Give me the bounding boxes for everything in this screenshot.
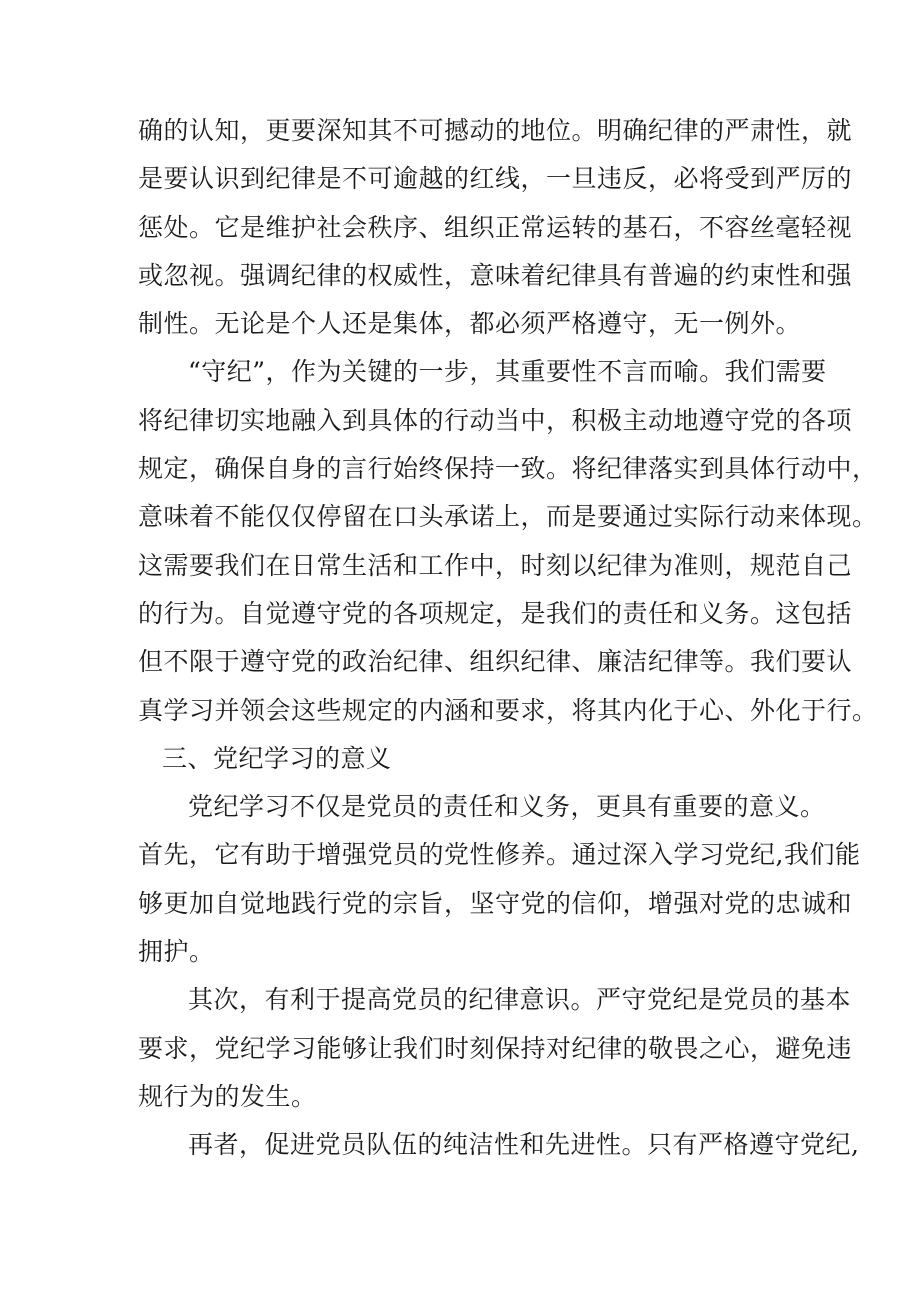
paragraph [138,783,826,831]
text-line: 但不限于遵守党的政治纪律、组织纪律、廉洁纪律等。我们要认 [138,647,853,677]
text-line: 规定，确保自身的言行始终保持一致。将纪律落实到具体行动中， [138,454,878,484]
text-line: 要求，党纪学习能够让我们时刻保持对纪律的敬畏之心，避免违 [138,1033,853,1063]
text-line: 首先，它有助于增强党员的党性修养。通过深入学习党纪,我们能 [138,840,861,870]
text-line: 党纪学习不仅是党员的责任和义务，更具有重要的意义。 [188,792,826,822]
paragraph [138,1121,860,1169]
text-line: 真学习并领会这些规定的内涵和要求，将其内化于心、外化于行。 [138,695,878,725]
text-line: 是要认识到纪律是不可逾越的红线，一旦违反，必将受到严厉的 [138,164,853,194]
text-line: 的行为。自觉遵守党的各项规定，是我们的责任和义务。这包括 [138,598,853,628]
paragraph [138,107,853,348]
text-line: 拥护。 [138,937,215,967]
document-body [138,107,878,1170]
text-line: 或忽视。强调纪律的权威性，意味着纪律具有普遍的约束性和强 [138,260,853,290]
text-line: “守纪”，作为关键的一步，其重要性不言而喻。我们需要 [188,357,827,387]
text-line: 其次，有利于提高党员的纪律意识。严守党纪是党员的基本 [188,985,852,1015]
text-line: 再者，促进党员队伍的纯洁性和先进性。只有严格遵守党纪, [188,1130,860,1160]
text-line: 惩处。它是维护社会秩序、组织正常运转的基石，不容丝毫轻视 [138,212,853,242]
text-line: 将纪律切实地融入到具体的行动当中，积极主动地遵守党的各项 [138,405,853,435]
section-heading [138,735,808,783]
text-line: 制性。无论是个人还是集体，都必须严格遵守，无一例外。 [138,309,802,339]
paragraph [138,348,878,734]
text-line: 确的认知，更要深知其不可撼动的地位。明确纪律的严肃性，就 [138,116,853,145]
text-line: 这需要我们在日常生活和工作中，时刻以纪律为准则，规范自己 [138,550,853,580]
paragraph [138,831,861,976]
text-line: 规行为的发生。 [138,1081,317,1111]
text-line: 够更加自觉地践行党的宗旨，坚守党的信仰，增强对党的忠诚和 [138,888,853,918]
heading-text: 三、党纪学习的意义 [162,743,392,773]
text-line: 意味着不能仅仅停留在口头承诺上，而是要通过实际行动来体现。 [138,502,878,532]
paragraph [138,976,853,1121]
